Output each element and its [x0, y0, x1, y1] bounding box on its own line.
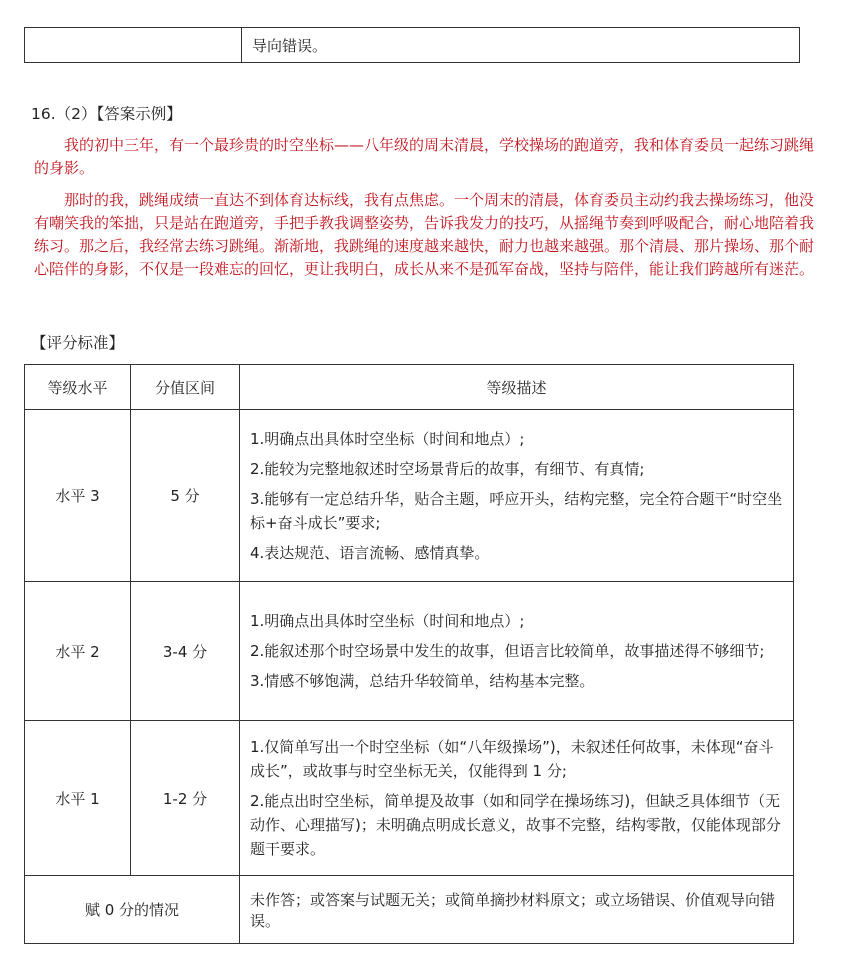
description-cell — [240, 410, 794, 582]
level-cell: 水平 3 — [25, 410, 131, 582]
question-title: 16.（2）【答案示例】 — [31, 105, 182, 123]
score-cell: 5 分 — [131, 410, 240, 582]
criterion-item: 1.明确点出具体时空坐标（时间和地点）; — [250, 612, 525, 630]
header-description: 等级描述 — [240, 365, 794, 410]
description-cell — [240, 582, 794, 721]
level-cell: 水平 1 — [25, 721, 131, 876]
description-cell — [240, 721, 794, 876]
score-cell: 1-2 分 — [131, 721, 240, 876]
criterion-item: 2.能点出时空坐标，简单提及故事（如和同学在操场练习)，但缺乏具体细节（无动作、心理描写)；未明确点明成长意义，故事不完整，结构零散，仅能体现部分题干要求。 — [250, 792, 781, 858]
zero-label-cell: 赋 0 分的情况 — [25, 876, 240, 944]
score-cell: 3-4 分 — [131, 582, 240, 721]
rubric-row-level-3 — [25, 410, 794, 582]
previous-table-fragment — [24, 27, 800, 63]
answer-example — [34, 134, 814, 290]
rubric-row-level-1 — [25, 721, 794, 876]
criterion-item: 1.明确点出具体时空坐标（时间和地点）; — [250, 429, 525, 448]
rubric-title: 【评分标准】 — [31, 334, 125, 352]
rubric-table — [24, 364, 794, 944]
header-level: 等级水平 — [25, 365, 131, 410]
answer-paragraph-2: 那时的我，跳绳成绩一直达不到体育达标线，我有点焦虑。一个周末的清晨，体育委员主动约我去操场练习，他没有嘲笑我的笨拙，只是站在跑道旁，手把手教我调整姿势，告诉我发力的技巧，从摇绳节奏到呼吸配合，耐心地陪着我练习。那之后，我经常去练习跳绳。渐渐地，我跳绳的速度越来越快，耐力也越来越强。那个清晨、那片操场、那个耐心陪伴的身影，不仅是一段难忘的回忆，更让我明白，成长从来不是孤军奋战，坚持与陪伴，能让我们跨越所有迷茫。 — [34, 191, 815, 278]
rubric-row-zero — [25, 876, 794, 944]
rubric-header-row — [25, 365, 794, 410]
criterion-item: 2.能叙述那个时空场景中发生的故事，但语言比较简单，故事描述得不够细节; — [250, 642, 765, 660]
level-cell: 水平 2 — [25, 582, 131, 721]
criterion-item: 4.表达规范、语言流畅、感情真挚。 — [250, 543, 490, 562]
zero-description-cell: 未作答；或答案与试题无关；或简单摘抄材料原文；或立场错误、价值观导向错误。 — [240, 876, 794, 944]
criterion-item: 1.仅简单写出一个时空坐标（如“八年级操场”)，未叙述任何故事，未体现“奋斗成长”，或故事与时空坐标无关，仅能得到 1 分; — [250, 738, 774, 780]
fragment-text-cell: 导向错误。 — [242, 28, 800, 63]
answer-paragraph-1: 我的初中三年，有一个最珍贵的时空坐标——八年级的周末清晨，学校操场的跑道旁，我和体育委员一起练习跳绳的身影。 — [34, 136, 815, 177]
criterion-item: 3.能够有一定总结升华，贴合主题，呼应开头，结构完整，完全符合题干“时空坐标+奋斗成长”要求; — [250, 489, 783, 532]
criterion-item: 3.情感不够饱满，总结升华较简单，结构基本完整。 — [250, 672, 595, 690]
rubric-row-level-2 — [25, 582, 794, 721]
criterion-item: 2.能较为完整地叙述时空场景背后的故事，有细节、有真情; — [250, 459, 645, 478]
fragment-empty-cell — [25, 28, 242, 63]
header-score: 分值区间 — [131, 365, 240, 410]
